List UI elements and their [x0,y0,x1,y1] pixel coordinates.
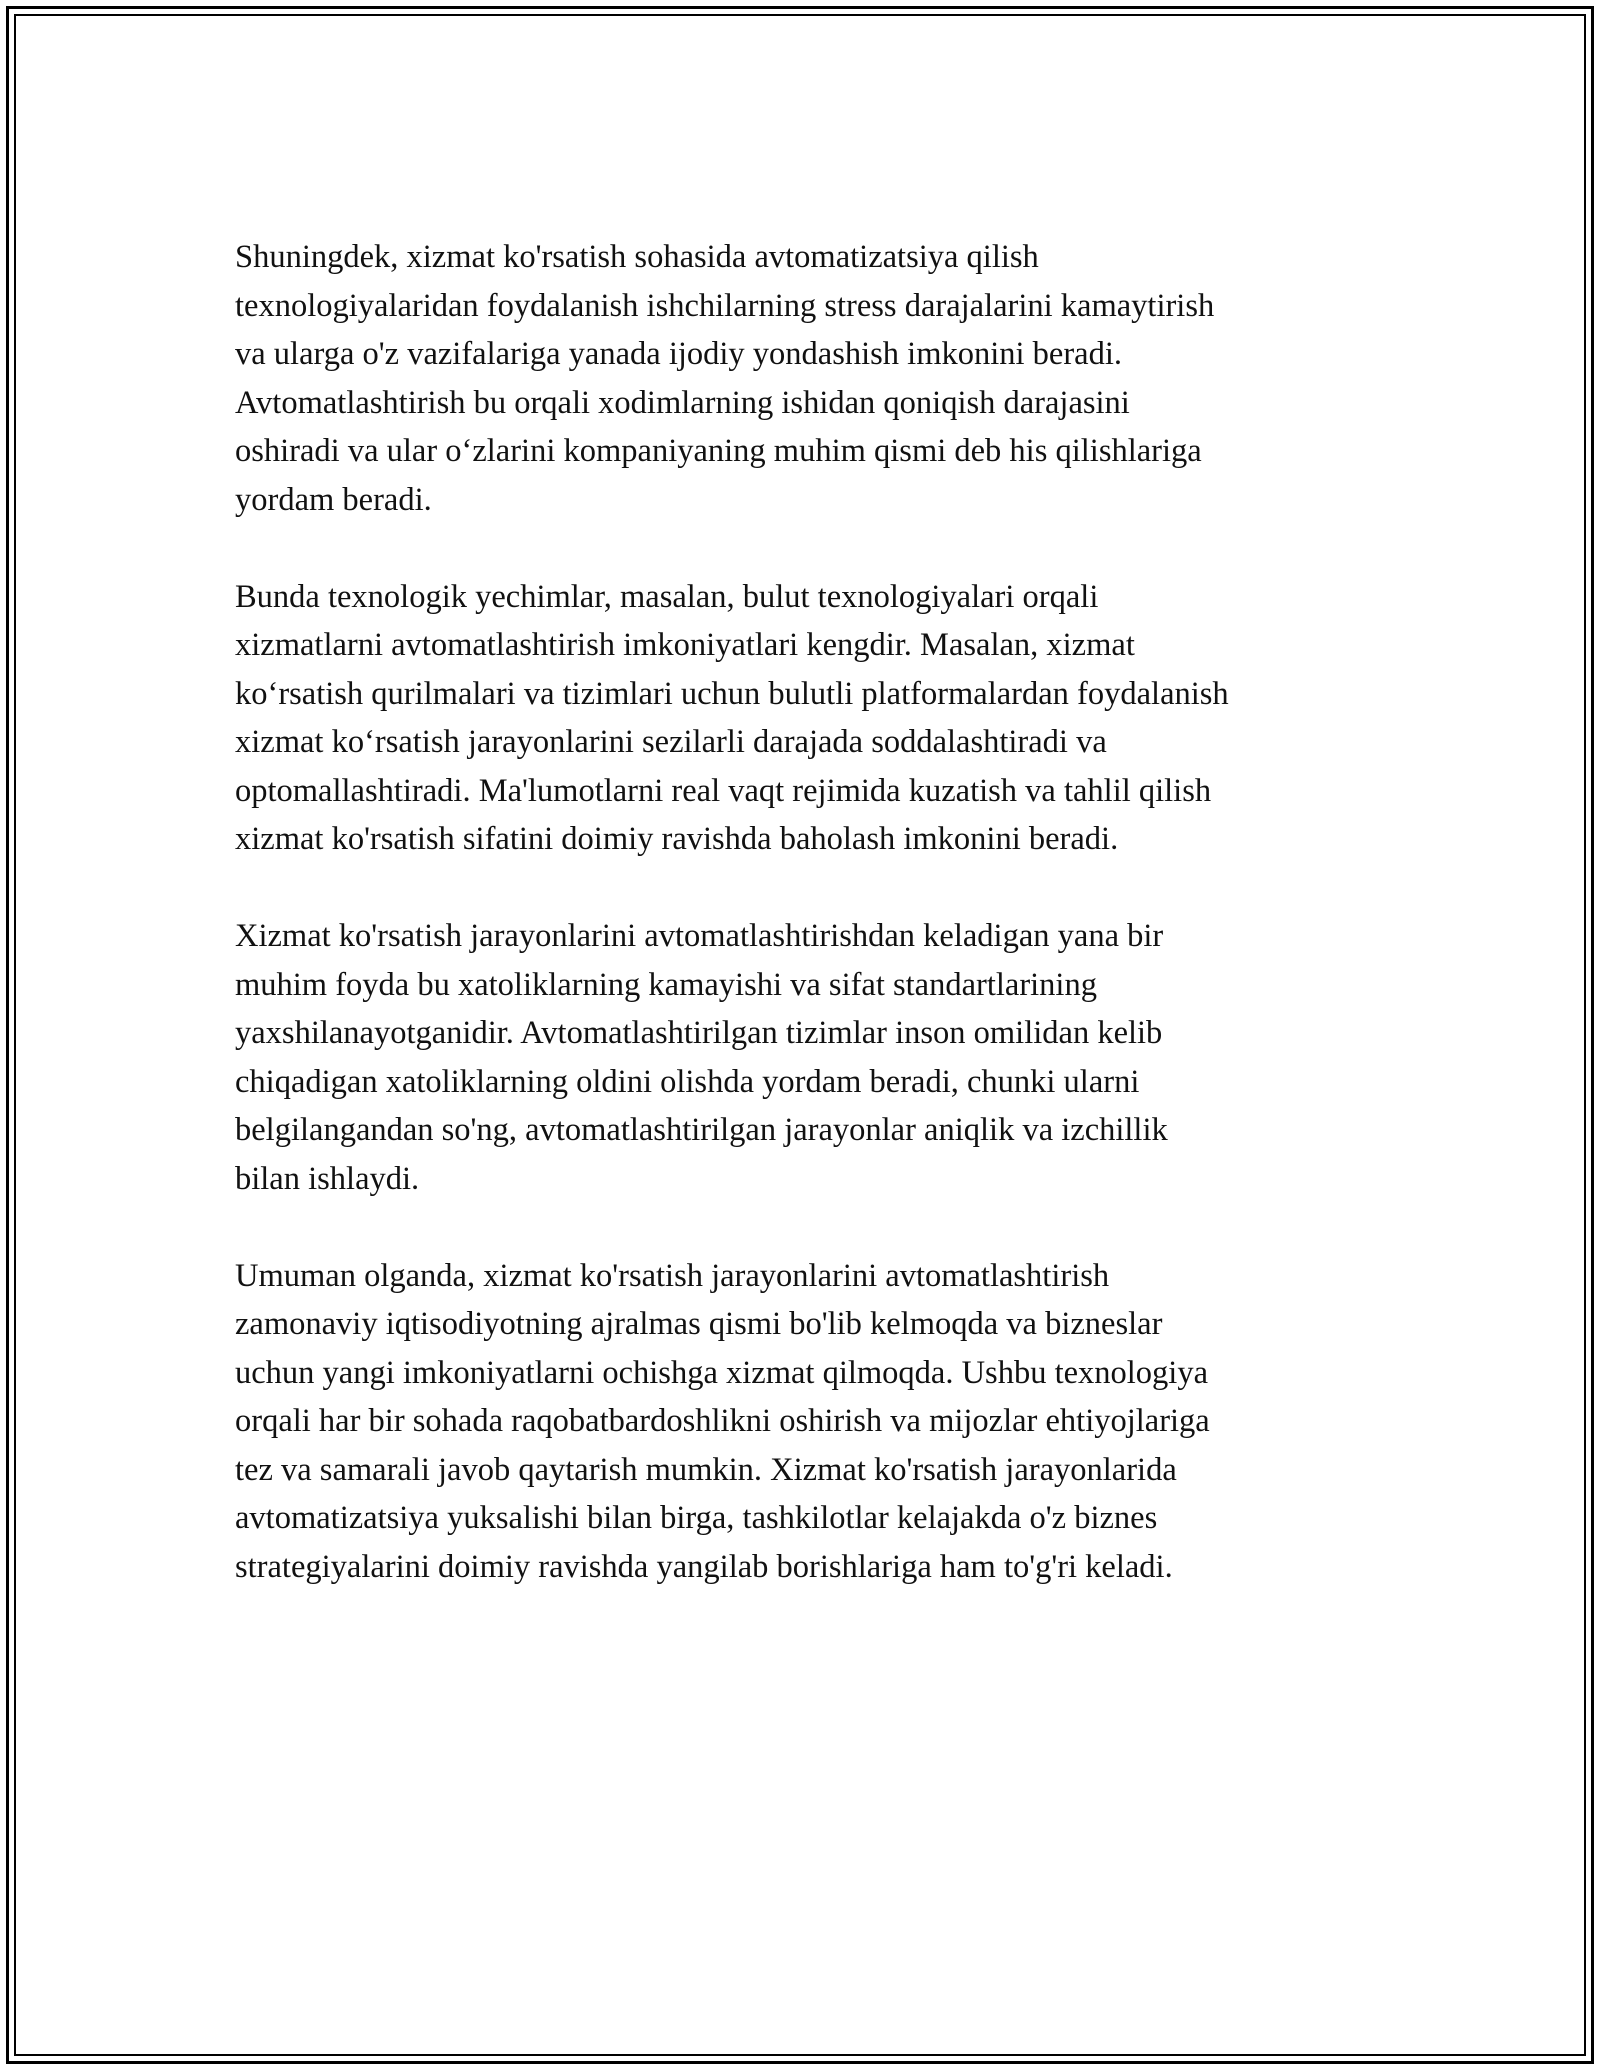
paragraph-2: Bunda texnologik yechimlar, masalan, bulut texnologiyalari orqali xizmatlarni avtomatlashtirish imkoniyatlari kengdir. Masalan, xizmat koʻrsatish qurilmalari va tizimlari uchun bulutli platformalardan foydalanish xizmat koʻrsatish jarayonlarini sezilarli darajada soddalashtiradi va optomallashtiradi. Ma'lumotlarni real vaqt rejimida kuzatish va tahlil qilish xizmat ko'rsatish sifatini doimiy ravishda baholash imkonini beradi. [235,578,1229,857]
paragraph-1: Shuningdek, xizmat ko'rsatish sohasida avtomatizatsiya qilish texnologiyalaridan foydalanish ishchilarning stress darajalarini kamaytirish va ularga o'z vazifalariga yanada ijodiy yondashish imkonini beradi. Avtomatlashtirish bu orqali xodimlarning ishidan qoniqish darajasini oshiradi va ular oʻzlarini kompaniyaning muhim qismi deb his qilishlariga yordam beradi. [235,239,1215,518]
paragraph-3: Xizmat ko'rsatish jarayonlarini avtomatlashtirishdan keladigan yana bir muhim foyda bu xatoliklarning kamayishi va sifat standartlarining yaxshilanayotganidir. Avtomatlashtirilgan tizimlar inson omilidan kelib chiqadigan xatoliklarning oldini olishda yordam beradi, chunki ularni belgilangandan so'ng, avtomatlashtirilgan jarayonlar aniqlik va izchillik bilan ishlaydi. [235,918,1168,1197]
paragraph-4: Umuman olganda, xizmat ko'rsatish jarayonlarini avtomatlashtirish zamonaviy iqtisodiyotning ajralmas qismi bo'lib kelmoqda va bizneslar uchun yangi imkoniyatlarni ochishga xizmat qilmoqda. Ushbu texnologiya orqali har bir sohada raqobatbardoshlikni oshirish va mijozlar ehtiyojlariga tez va samarali javob qaytarish mumkin. Xizmat ko'rsatish jarayonlarida avtomatizatsiya yuksalishi bilan birga, tashkilotlar kelajakda o'z biznes strategiyalarini doimiy ravishda yangilab borishlariga ham to'g'ri keladi. [235,1257,1210,1585]
document-body [235,233,1375,1640]
